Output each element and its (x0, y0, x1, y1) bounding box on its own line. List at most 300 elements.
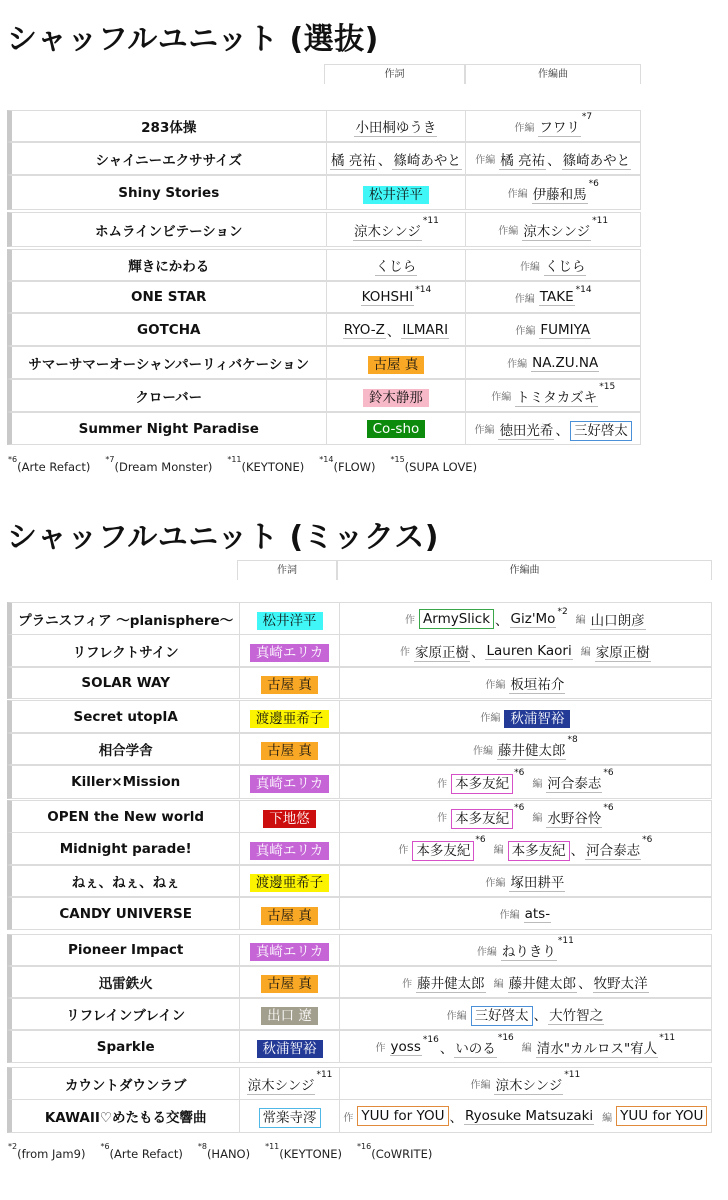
composer-cell (466, 282, 641, 312)
footnote (99, 1142, 183, 1161)
footnote-mark: *14 (415, 285, 432, 295)
role-label: 作編 (476, 946, 497, 958)
credit-name-group (531, 355, 599, 371)
footnote (356, 1142, 433, 1161)
table-row (7, 733, 712, 765)
footnote-number: *11 (227, 455, 242, 464)
song-title: 輝きにかわる (12, 250, 327, 280)
song-title: サマーサマーオーシャンパーリィバケーション (12, 347, 327, 378)
composer-cell (466, 143, 641, 174)
separator: 、 (533, 1008, 548, 1024)
column-header-lyrics: 作詞 (324, 64, 465, 84)
table-row (7, 865, 712, 897)
footnote-mark: *6 (514, 802, 525, 813)
composer-cell (466, 314, 641, 345)
credit-name: 河合泰志 (586, 842, 641, 859)
role-label: 作編 (472, 745, 493, 757)
footnote (104, 455, 213, 474)
credit-name-group (515, 381, 616, 406)
credit-name-group (390, 1034, 439, 1055)
credit-name-group (361, 285, 432, 305)
composer-cell (466, 380, 641, 411)
footnote-label: (FLOW) (333, 460, 376, 474)
role-label: 作編 (475, 155, 496, 166)
table-row (7, 110, 641, 142)
lyricist-cell (240, 866, 339, 896)
credit-name-group (562, 149, 632, 169)
credit-name-group (250, 707, 330, 727)
footnote-mark: *16 (422, 1034, 439, 1045)
credit-name: 渡邊亜希子 (250, 710, 330, 728)
composer-cell (466, 176, 641, 209)
credit-name: NA.ZU.NA (532, 354, 599, 371)
credit-name-group (261, 1004, 318, 1024)
footnote-number: *6 (100, 1142, 110, 1151)
table-row (7, 142, 641, 175)
footnote-label: (KEYTONE) (279, 1147, 343, 1161)
credit-name-group (401, 322, 449, 338)
credit-name: 藤井健太郎 (508, 976, 577, 992)
footnotes (7, 1142, 446, 1161)
credit-name-group (263, 807, 316, 827)
credit-name: 三好啓太 (570, 421, 632, 441)
song-title: OPEN the New world (12, 801, 240, 832)
footnote-label: (from Jam9) (17, 1147, 86, 1161)
credit-name-group (250, 641, 329, 661)
credit-name: 家原正樹 (414, 644, 469, 661)
credit-name: 橘 亮祐 (500, 152, 546, 169)
footnote-number: *8 (197, 1142, 207, 1151)
footnote-mark: *16 (497, 1032, 514, 1043)
credit-name-group (363, 386, 429, 406)
composer-cell (340, 1068, 712, 1099)
lyricist-cell (240, 833, 339, 864)
credit-name: 下地悠 (263, 810, 316, 828)
song-title: 迅雷鉄火 (12, 967, 240, 997)
table-row (7, 700, 712, 733)
footnote-mark: *2 (557, 606, 568, 617)
role-label: 作編 (474, 425, 495, 436)
song-title: 相合学舎 (12, 734, 240, 764)
credit-name-group (595, 641, 651, 661)
credit-name-group (504, 707, 570, 727)
role-label: 編 (580, 647, 591, 658)
credit-name: 本多友紀 (508, 841, 570, 861)
song-title: Summer Night Paradise (12, 413, 327, 444)
credit-name-group (343, 322, 386, 338)
credit-name-group (416, 972, 486, 992)
credit-name: 家原正樹 (595, 644, 650, 661)
credit-name-group (412, 834, 486, 859)
song-title: クローバー (12, 380, 327, 411)
section-title: シャッフルユニット (ミックス) (7, 520, 439, 555)
composer-cell (340, 603, 712, 634)
credit-name-group (593, 972, 649, 992)
credit-name: 真崎エリカ (250, 775, 329, 793)
lyricist-cell (240, 635, 339, 666)
table-row (7, 412, 641, 445)
credit-name-group (508, 839, 570, 859)
song-title: Secret utopIA (12, 701, 240, 732)
role-label: 編 (532, 778, 543, 790)
credit-name: トミタカズキ (516, 389, 598, 406)
role-label: 作編 (515, 326, 536, 337)
credit-name: 河合泰志 (547, 776, 602, 792)
footnote-mark: *6 (603, 802, 614, 813)
credit-name-group (368, 353, 425, 373)
footnote (7, 1142, 86, 1161)
footnote-number: *7 (105, 455, 115, 464)
role-label: 作 (398, 845, 409, 856)
lyricist-cell (240, 801, 339, 832)
credit-name-group (539, 322, 591, 338)
credit-name-group (532, 178, 599, 203)
credit-name-group (546, 802, 614, 827)
role-label: 作編 (485, 679, 506, 691)
role-label: 編 (532, 813, 543, 824)
credit-name-group (538, 112, 593, 136)
composer-cell (466, 347, 641, 378)
composer-cell (340, 1031, 712, 1062)
credit-name: 篠崎あやと (562, 152, 631, 169)
credit-name-group (509, 871, 565, 891)
role-label: 作 (437, 813, 448, 824)
credit-name: 秋浦智裕 (257, 1040, 323, 1058)
composer-cell (340, 635, 712, 666)
credit-name-group (501, 936, 574, 960)
credit-name: 涼木シンジ (523, 223, 591, 240)
footnote-label: (CoWRITE) (371, 1147, 433, 1161)
lyricist-cell (327, 176, 467, 209)
footnote-mark: *11 (659, 1032, 676, 1043)
credit-name-group (419, 611, 494, 627)
credit-name-group (451, 802, 525, 827)
lyricist-cell (327, 250, 467, 280)
lyricist-cell (327, 213, 467, 246)
table-row (7, 602, 712, 635)
role-label: 作編 (485, 877, 506, 889)
credit-name: 藤井健太郎 (497, 743, 566, 759)
footnote-mark: *8 (567, 735, 578, 745)
composer-cell (466, 413, 641, 444)
composer-cell (340, 668, 712, 698)
role-label: 作 (375, 1043, 386, 1054)
credit-name: FUMIYA (540, 321, 591, 338)
song-title: GOTCHA (12, 314, 327, 345)
footnote-mark: *11 (316, 1069, 333, 1080)
lyricist-cell (327, 413, 467, 444)
credit-name-group (250, 940, 329, 960)
credit-name-group (250, 839, 329, 859)
table-row (7, 634, 712, 667)
role-label: 作 (399, 647, 410, 658)
role-label: 作 (343, 1112, 354, 1124)
separator: 、 (578, 976, 592, 992)
credit-name-group (247, 1069, 333, 1094)
credit-name: 渡邊亜希子 (250, 874, 330, 892)
role-label: 編 (575, 615, 586, 626)
role-label: 作編 (507, 359, 528, 370)
footnote-label: (HANO) (206, 1147, 251, 1161)
song-title: Pioneer Impact (12, 935, 240, 965)
separator: 、 (570, 842, 585, 859)
song-title: Midnight parade! (12, 833, 240, 864)
footnote (264, 1142, 343, 1161)
footnote-label: (Arte Refact) (17, 460, 91, 474)
table-row (7, 346, 641, 379)
role-label: 作編 (514, 293, 535, 305)
composer-cell (340, 935, 712, 965)
credit-name: Ryosuke Matsuzaki (465, 1108, 594, 1124)
separator: 、 (547, 152, 561, 169)
credit-name: 山口朗彦 (590, 612, 645, 629)
credit-name: 古屋 真 (368, 356, 425, 374)
footnotes (7, 455, 491, 474)
composer-cell (340, 734, 712, 764)
credit-name-group (451, 768, 525, 792)
lyricist-cell (240, 1100, 339, 1132)
credit-name: 藤井健太郎 (417, 976, 485, 992)
credit-name-group (570, 419, 632, 439)
separator: 、 (449, 1110, 464, 1126)
lyricist-cell (240, 999, 339, 1029)
role-label: 作編 (499, 910, 520, 921)
footnote-mark: *14 (575, 285, 592, 295)
table-row (7, 998, 712, 1030)
credit-name-group (522, 215, 609, 240)
table-row (7, 281, 641, 313)
table-row (7, 765, 712, 799)
credit-name-group (485, 643, 572, 659)
composer-cell (340, 801, 712, 832)
credit-name-group (508, 972, 578, 992)
lyricist-cell (240, 1068, 339, 1099)
credit-name: 秋浦智裕 (504, 710, 570, 728)
lyricist-cell (327, 347, 467, 378)
role-label: 作 (402, 978, 413, 990)
credit-name: 清水"カルロス"宥人 (536, 1040, 658, 1057)
role-label: 作編 (498, 226, 519, 237)
footnote-label: (SUPA LOVE) (404, 460, 478, 474)
credit-name-group (353, 215, 439, 240)
credit-name: 古屋 真 (261, 676, 318, 694)
composer-cell (340, 866, 712, 896)
credit-name: 三好啓太 (471, 1006, 533, 1026)
table-row (7, 175, 641, 210)
lyricist-cell (240, 967, 339, 997)
credit-name-group (548, 1004, 604, 1024)
composer-cell (340, 701, 712, 732)
credit-name-group (544, 255, 587, 275)
song-title: KAWAII♡めたもる交響曲 (12, 1100, 240, 1132)
credit-name: 真崎エリカ (250, 842, 329, 860)
credits-table-selection (7, 69, 641, 444)
composer-cell (340, 1100, 712, 1132)
credit-name-group (536, 1032, 676, 1057)
credit-name-group (330, 149, 377, 169)
lyricist-cell (327, 143, 467, 174)
credit-name-group (498, 419, 554, 439)
table-row (7, 379, 641, 412)
credit-name-group (367, 421, 426, 437)
credit-name: TAKE (539, 289, 574, 305)
footnote (318, 455, 376, 474)
role-label: 作 (437, 778, 448, 790)
table-row (7, 313, 641, 346)
lyricist-cell (240, 935, 339, 965)
credit-name: 古屋 真 (261, 742, 318, 760)
separator: 、 (439, 1040, 454, 1057)
composer-cell (340, 898, 712, 929)
song-title: Killer×Mission (12, 766, 240, 798)
credit-name-group (616, 1108, 707, 1124)
footnote-mark: *6 (642, 834, 653, 845)
song-title: プラニスフィア ～planisphere～ (12, 603, 240, 634)
table-row (7, 667, 712, 699)
table-row (7, 966, 712, 998)
role-label: 作編 (470, 1080, 491, 1091)
credit-name-group (261, 673, 318, 693)
table-row (7, 934, 712, 966)
credit-name-group (259, 1106, 321, 1126)
credit-name: Giz'Mo (510, 610, 556, 627)
role-label: 作編 (507, 189, 528, 200)
footnote (389, 455, 478, 474)
footnote (226, 455, 305, 474)
credit-name-group (454, 1032, 514, 1057)
lyricist-cell (240, 603, 339, 634)
credit-name-group (590, 609, 646, 629)
song-title: リフレクトサイン (12, 635, 240, 666)
credit-name: くじら (544, 259, 586, 275)
credit-name: YUU for YOU (357, 1106, 448, 1126)
table-row (7, 1030, 712, 1063)
song-title: ONE STAR (12, 282, 327, 312)
footnote-number: *6 (8, 455, 18, 464)
credit-name-group (257, 609, 323, 629)
credit-name: ILMARI (402, 321, 449, 338)
credit-name-group (499, 149, 546, 169)
lyricist-cell (240, 701, 339, 732)
song-title: 283体操 (12, 111, 327, 141)
footnote-label: (Arte Refact) (109, 1147, 183, 1161)
table-row (7, 212, 641, 247)
credit-name: 涼木シンジ (247, 1077, 315, 1094)
role-label: 編 (493, 978, 504, 990)
credit-name-group (250, 871, 330, 891)
credits-table-mix (7, 565, 712, 1135)
lyricist-cell (240, 898, 339, 929)
song-title: カウントダウンラブ (12, 1068, 240, 1099)
role-label: 作編 (491, 392, 512, 403)
composer-cell (466, 213, 641, 246)
footnote-mark: *11 (557, 936, 574, 946)
composer-cell (340, 967, 712, 997)
separator: 、 (377, 152, 392, 169)
credit-name: 徳田光希 (499, 422, 554, 439)
role-label: 編 (493, 845, 504, 856)
lyricist-cell (327, 314, 467, 345)
table-row (7, 800, 712, 833)
lyricist-cell (327, 380, 467, 411)
lyricist-cell (240, 766, 339, 798)
credit-name: 常楽寺澪 (259, 1108, 321, 1128)
song-title: CANDY UNIVERSE (12, 898, 240, 929)
lyricist-cell (240, 734, 339, 764)
separator: 、 (555, 422, 569, 439)
credit-name-group (471, 1004, 533, 1024)
credit-name: 松井洋平 (257, 612, 323, 630)
credit-name: 塚田耕平 (510, 875, 565, 891)
footnote-mark: *11 (564, 1069, 581, 1080)
credit-name-group (392, 149, 462, 169)
credit-name: ArmySlick (419, 609, 494, 629)
lyricist-cell (327, 111, 467, 141)
credit-name-group (261, 972, 318, 992)
credit-name-group (494, 1069, 581, 1094)
column-header-composer: 作編曲 (337, 560, 712, 580)
credit-name: ats- (524, 905, 551, 922)
song-title: ホムラインビテーション (12, 213, 327, 246)
role-label: 作編 (519, 261, 540, 273)
credit-name: 篠崎あやと (393, 152, 461, 169)
footnote-number: *14 (319, 455, 334, 464)
credit-name: 鈴木静那 (363, 389, 429, 407)
role-label: 作編 (480, 713, 501, 724)
credit-name: 本多友紀 (451, 774, 513, 794)
credit-name-group (524, 906, 551, 922)
lyricist-cell (240, 1031, 339, 1062)
credit-name: 古屋 真 (261, 975, 318, 993)
credit-name-group (250, 772, 329, 792)
table-row (7, 249, 641, 281)
credit-name: yoss (390, 1038, 421, 1055)
credit-name-group (257, 1037, 323, 1057)
section-title: シャッフルユニット (選抜) (7, 22, 379, 57)
credit-name: Co-sho (367, 420, 426, 438)
footnote-mark: *6 (603, 768, 614, 778)
credit-name-group (464, 1108, 594, 1124)
credit-name-group (509, 673, 565, 693)
footnote-mark: *11 (592, 215, 609, 226)
column-header-composer: 作編曲 (465, 64, 641, 84)
composer-cell (466, 250, 641, 280)
credit-name: 古屋 真 (261, 907, 318, 925)
song-title: ねぇ、ねぇ、ねぇ (12, 866, 240, 896)
footnote-label: (Dream Monster) (114, 460, 213, 474)
song-title: Sparkle (12, 1031, 240, 1062)
separator: 、 (495, 612, 509, 629)
credit-name: フワリ (539, 120, 580, 136)
lyricist-cell (327, 282, 467, 312)
credit-name-group (354, 116, 437, 136)
song-title: Shiny Stories (12, 176, 327, 209)
role-label: 作 (405, 615, 416, 626)
footnote-label: (KEYTONE) (241, 460, 305, 474)
credit-name: RYO-Z (343, 321, 385, 338)
table-row (7, 1067, 712, 1100)
credit-name-group (546, 768, 614, 792)
credit-name: いのる (455, 1040, 496, 1057)
credit-name: 水野谷怜 (547, 810, 602, 827)
credit-name-group (497, 735, 578, 759)
credit-name: YUU for YOU (616, 1106, 707, 1126)
credit-name: 大竹智之 (549, 1008, 604, 1024)
column-header-lyrics: 作詞 (237, 560, 337, 580)
credit-name-group (357, 1108, 448, 1124)
composer-cell (466, 111, 641, 141)
credit-name: 板垣祐介 (510, 677, 565, 693)
